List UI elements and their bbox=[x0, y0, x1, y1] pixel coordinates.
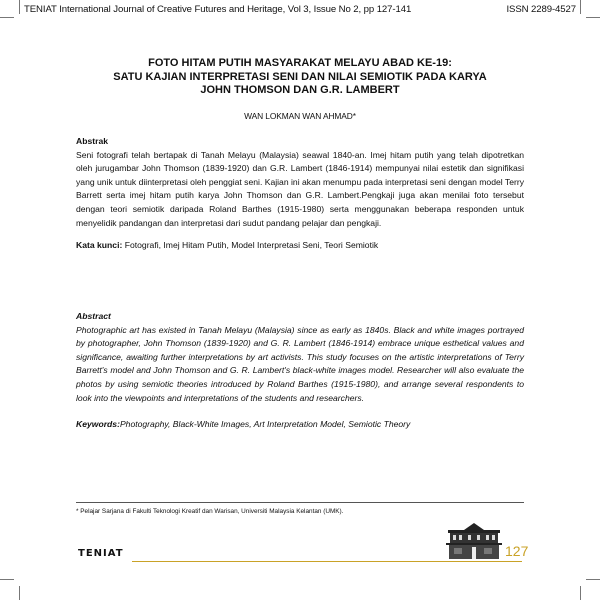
crop-mark bbox=[586, 17, 600, 18]
crop-mark bbox=[19, 0, 20, 14]
title-line: SATU KAJIAN INTERPRETASI SENI DAN NILAI SEMIOTIK PADA KARYA bbox=[113, 70, 487, 83]
abstrak-body: Seni fotografi telah bertapak di Tanah Melayu (Malaysia) seawal 1840-an. Imej hitam putih yang telah dipotretkan oleh jurugambar John Thomson (1839-1920) dan G.R. Lambert (1846-1914) mempunyai nilai estetik dan signifikasi yang unik untuk diinterpretasi oleh penggiat seni. Kajian ini akan menumpu pada interpretasi seni dengan model Terry Barrett serta imej hitam putih karya John Thomson dan G.R. Lambert.Pengkaji juga akan menilai foto tersebut dengan teori semiotik daripada Roland Barthes (1915-1980) serta menggunakan beberapa responden untuk menyelidik pandangan dan interpretasi dari sudut pandang pelajar dan pengkaji. bbox=[76, 149, 524, 228]
title-line: JOHN THOMSON DAN G.R. LAMBERT bbox=[200, 84, 400, 96]
crop-mark bbox=[586, 579, 600, 580]
abstract-body: Photographic art has existed in Tanah Melayu (Malaysia) since as early as 1840s. Black and white images portrayed by photographer, John Thomson (1839-1920) and G. R. Lambert (1846-1914) embrace unique esthetical values and significance, awaiting further interpretations by art activists. This study focuses on the artistic interpretations of Terry Barrett's model and John Thomson and G. R. Lambert's black-white images model. Researcher will also evaluate the photos by using semiotic theories introduced by Roland Barthes (1915-1980), and arrange several respondents to look into the viewpoints and interpretations of the students and researchers. bbox=[76, 324, 524, 403]
kata-kunci-text: Fotografi, Imej Hitam Putih, Model Interpretasi Seni, Teori Semiotik bbox=[122, 240, 379, 251]
keywords-label: Keywords: bbox=[76, 419, 120, 430]
title-line: FOTO HITAM PUTIH MASYARAKAT MELAYU ABAD KE-19: bbox=[148, 57, 452, 69]
footer-rule bbox=[132, 561, 522, 562]
keywords bbox=[76, 418, 524, 432]
abstract-heading: Abstract bbox=[76, 311, 111, 321]
abstrak-section bbox=[76, 135, 524, 253]
author: WAN LOKMAN WAN AHMAD* bbox=[244, 110, 356, 121]
footnote: * Pelajar Sarjana di Fakulti Teknologi Kreatif dan Warisan, Universiti Malaysia Kelantan (UMK). bbox=[76, 508, 344, 515]
journal-citation: TENIAT International Journal of Creative Futures and Heritage, Vol 3, Issue No 2, pp 127-141 bbox=[24, 3, 412, 15]
keywords-text: Photography, Black-White Images, Art Interpretation Model, Semiotic Theory bbox=[119, 419, 411, 430]
crop-mark bbox=[0, 579, 14, 580]
kata-kunci-label: Kata kunci: bbox=[76, 240, 123, 251]
page-number: 127 bbox=[505, 543, 529, 559]
kata-kunci bbox=[76, 239, 524, 253]
heritage-building-icon bbox=[444, 521, 504, 561]
title-block bbox=[60, 57, 540, 121]
footnote-divider bbox=[76, 502, 524, 503]
abstrak-heading: Abstrak bbox=[76, 136, 108, 146]
crop-mark bbox=[580, 0, 581, 14]
crop-mark bbox=[580, 586, 581, 600]
issn: ISSN 2289-4527 bbox=[506, 3, 576, 15]
abstract-section bbox=[76, 310, 524, 432]
crop-mark bbox=[19, 586, 20, 600]
teniat-logo: TENIAT bbox=[78, 548, 124, 559]
crop-mark bbox=[0, 17, 14, 18]
running-head bbox=[24, 2, 576, 16]
